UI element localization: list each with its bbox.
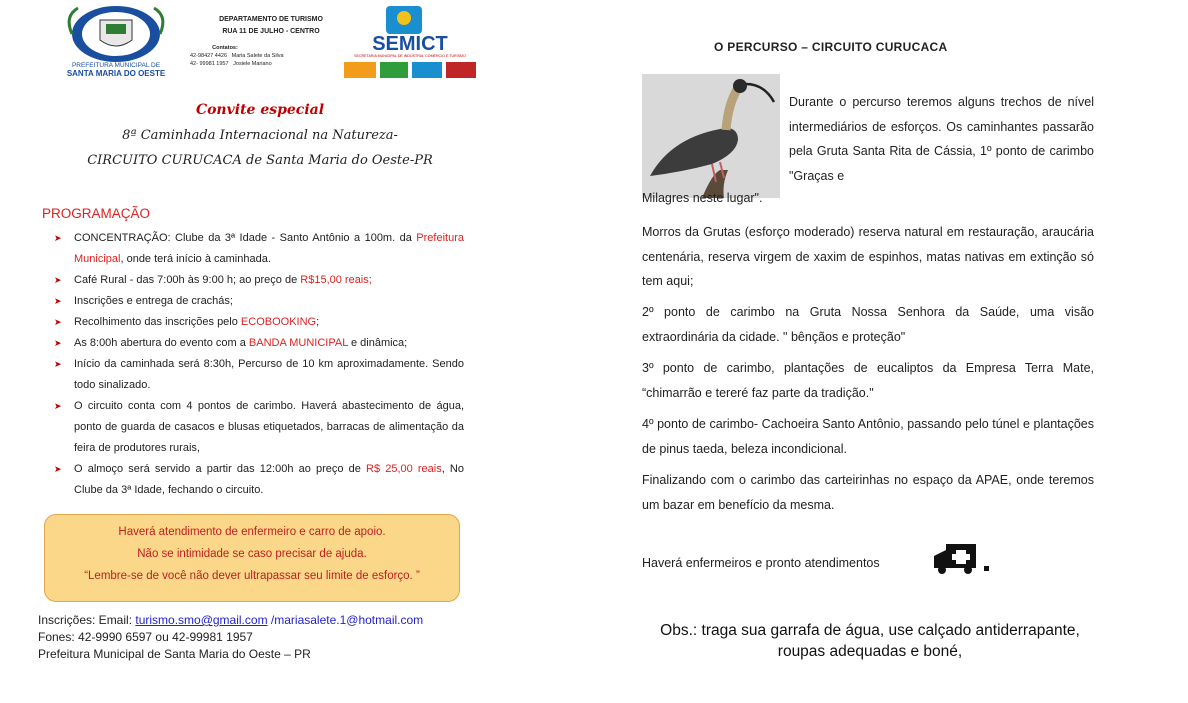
arrow-icon: ➤ xyxy=(54,359,62,369)
percurso-p5: 4º ponto de carimbo- Cachoeira Santo Antônio, passando pelo túnel e plantações de pinus taeda, beleza incondicional. xyxy=(642,417,1094,456)
email-link[interactable]: turismo.smo@gmail.com xyxy=(135,613,268,627)
dept-address: RUA 11 DE JULHO - CENTRO xyxy=(222,28,320,35)
contact-row: 42-98427 4426 Maria Salete da Silva xyxy=(190,53,284,59)
programacao-list xyxy=(54,228,464,501)
percurso-p4: 3º ponto de carimbo, plantações de eucaliptos da Empresa Terra Mate, “chimarrão e tereré faz parte da tradição." xyxy=(642,361,1094,400)
semict-name: SEMICT xyxy=(372,33,448,55)
list-item: ➤ As 8:00h abertura do evento com a BANDA MUNICIPAL e dinâmica; xyxy=(54,333,464,354)
notice-box xyxy=(44,514,460,602)
notice-line1: Haverá atendimento de enfermeiro e carro de apoio. xyxy=(118,526,386,538)
contacts-block xyxy=(190,44,340,68)
list-item: ➤ Início da caminhada será 8:30h, Percurso de 10 km aproximadamente. Sendo todo sinalizado. xyxy=(54,354,464,396)
invite-block xyxy=(40,98,480,173)
percurso-p1: Durante o percurso teremos alguns trechos de nível intermediários de esforços. Os caminhantes passarão pela Gruta Santa Rita de Cássia, 1º ponto de carimbo "Graças e xyxy=(789,95,1094,183)
prefeitura-line: Prefeitura Municipal de Santa Maria do Oeste – PR xyxy=(38,647,311,661)
notice-line3: “Lembre-se de você não dever ultrapassar seu limite de esforço. ” xyxy=(84,570,420,582)
semict-logo xyxy=(340,4,480,80)
obs-note: Obs.: traga sua garrafa de água, use calçado antiderrapante, roupas adequadas e boné, xyxy=(660,622,1080,660)
percurso-p7: Haverá enfermeiros e pronto atendimentos xyxy=(642,556,880,570)
arrow-icon: ➤ xyxy=(54,296,62,306)
ambulance-icon xyxy=(932,542,992,576)
footer xyxy=(38,612,423,663)
invite-title: Convite especial xyxy=(195,102,325,118)
arrow-icon: ➤ xyxy=(54,401,62,411)
arrow-icon: ➤ xyxy=(54,338,62,348)
dept-block xyxy=(196,14,346,38)
fones-line: Fones: 42-9990 6597 ou 42-99981 1957 xyxy=(38,630,253,644)
contacts-label: Contatos: xyxy=(212,45,238,51)
muni-logo-line1: PREFEITURA MUNICIPAL DE xyxy=(71,62,161,69)
percurso-p6: Finalizando com o carimbo das carteirinhas no espaço da APAE, onde teremos um bazar em benefício da mesma. xyxy=(642,473,1094,512)
list-item: ➤ CONCENTRAÇÃO: Clube da 3ª Idade - Santo Antônio a 100m. da Prefeitura Municipal, onde terá início à caminhada. xyxy=(54,228,464,270)
list-item: ➤ O almoço será servido a partir das 12:00h ao preço de R$ 25,00 reais, No Clube da 3ª Idade, fechando o circuito. xyxy=(54,459,464,501)
ibis-bird-image xyxy=(642,74,780,198)
percurso-title: O PERCURSO – CIRCUITO CURUCACA xyxy=(714,40,948,54)
list-item: ➤ Inscrições e entrega de crachás; xyxy=(54,291,464,312)
list-item: ➤ O circuito conta com 4 pontos de carimbo. Haverá abastecimento de água, ponto de guarda de casacos e blusas etiquetados, barracas de alimentação da feira de produtores rurais, xyxy=(54,396,464,459)
arrow-icon: ➤ xyxy=(54,464,62,474)
semict-sub: SECRETARIA MUNICIPAL DE INDÚSTRIA, COMÉRCIO E TURISMO xyxy=(354,54,466,58)
municipal-logo xyxy=(48,4,184,78)
list-item: ➤ Recolhimento das inscrições pelo ECOBOOKING; xyxy=(54,312,464,333)
email-2[interactable]: /mariasalete.1@hotmail.com xyxy=(267,613,424,627)
dept-name: DEPARTAMENTO DE TURISMO xyxy=(219,16,323,23)
percurso-p3: 2º ponto de carimbo na Gruta Nossa Senhora da Saúde, uma visão extraordinária da cidade. " bênçãos e proteção" xyxy=(642,305,1094,344)
notice-line2: Não se intimidade se caso precisar de ajuda. xyxy=(137,548,367,560)
muni-logo-line2: SANTA MARIA DO OESTE xyxy=(66,69,166,78)
list-item: ➤ Café Rural - das 7:00h às 9:00 h; ao preço de R$15,00 reais; xyxy=(54,270,464,291)
contact-row: 42- 99981 1957 Josiele Mariano xyxy=(190,61,272,67)
arrow-icon: ➤ xyxy=(54,233,62,243)
percurso-p2: Morros da Grutas (esforço moderado) reserva natural em restauração, araucária centenária, reserva virgem de xaxim de espinhos, matas nativas em extinção só tem aqui; xyxy=(642,225,1094,288)
invite-line1: 8ª Caminhada Internacional na Natureza- xyxy=(122,128,398,143)
invite-line2: CIRCUITO CURUCACA de Santa Maria do Oeste-PR xyxy=(87,153,433,168)
programacao-title: PROGRAMAÇÃO xyxy=(42,206,151,221)
inscricoes-line: Inscrições: Email: turismo.smo@gmail.com /mariasalete.1@hotmail.com xyxy=(38,613,424,627)
arrow-icon: ➤ xyxy=(54,317,62,327)
arrow-icon: ➤ xyxy=(54,275,62,285)
percurso-p1b: Milagres neste lugar". xyxy=(642,191,763,205)
